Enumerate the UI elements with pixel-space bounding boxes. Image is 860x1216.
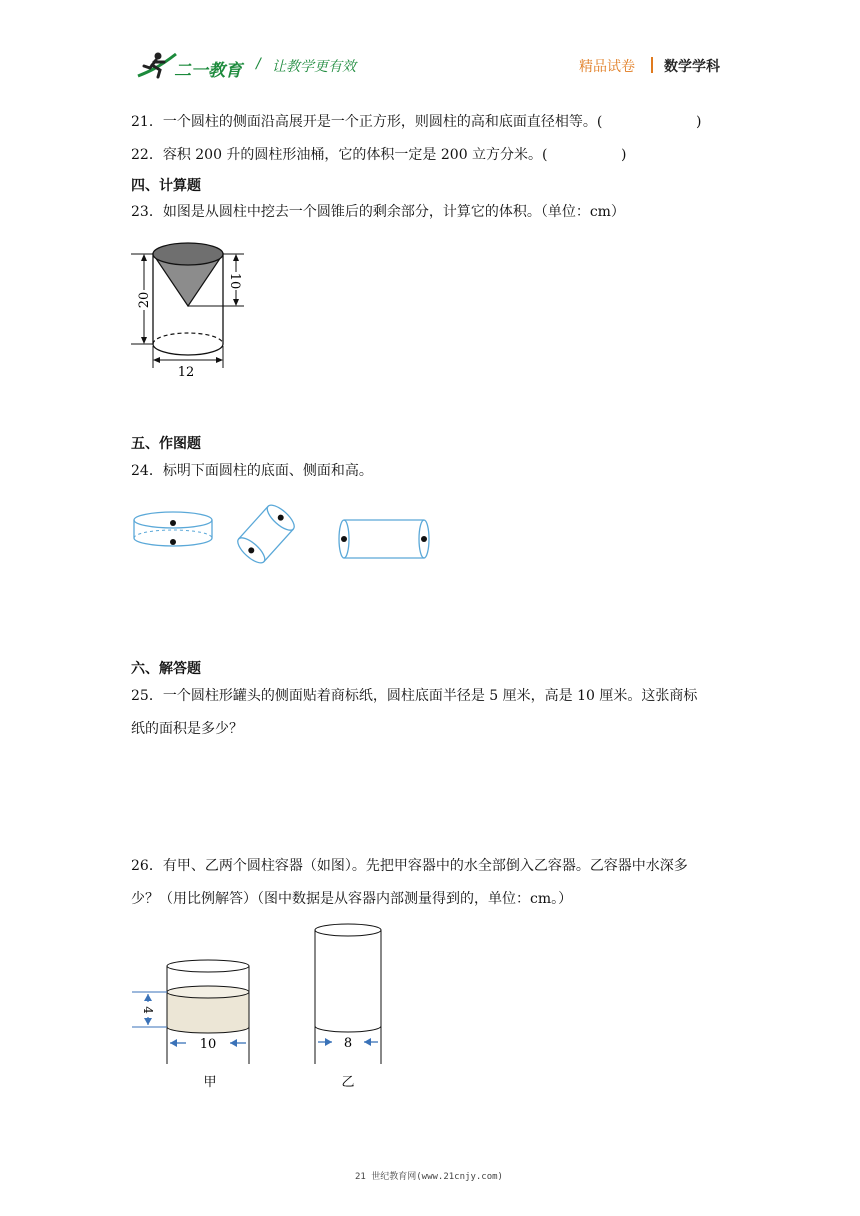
section-heading-calculation: 四、计算题 — [131, 178, 201, 194]
flat-cylinder — [134, 512, 212, 546]
question-25-line1: 25．一个圆柱形罐头的侧面贴着商标纸，圆柱底面半径是 5 厘米，高是 10 厘米。这张商标 — [131, 688, 698, 704]
header-tag-quality: 精品试卷 — [579, 59, 635, 75]
question-22-answer-paren: ) — [621, 147, 627, 163]
diameter-a-label: 10 — [199, 1037, 217, 1052]
water-depth-dimension — [132, 992, 167, 1027]
question-25-line2: 纸的面积是多少？ — [131, 721, 243, 737]
diameter-b-dimension — [318, 1036, 378, 1051]
diameter-a-dimension — [170, 1037, 246, 1052]
section-heading-drawing: 五、作图题 — [131, 436, 201, 452]
question-24: 24．标明下面圆柱的底面、侧面和高。 — [131, 463, 373, 479]
header-tag-separator — [651, 57, 653, 73]
tilted-cylinder — [234, 501, 298, 567]
cone-cavity — [153, 243, 223, 306]
question-21: 21．一个圆柱的侧面沿高展开是一个正方形，则圆柱的高和底面直径相等。( — [131, 114, 603, 130]
horizontal-cylinder — [339, 520, 429, 558]
cone-depth-label: 10 — [227, 272, 242, 290]
figure-two-containers — [126, 916, 396, 1096]
figure-three-cylinders — [126, 498, 446, 570]
height-dimension — [131, 254, 153, 344]
height-label: 20 — [137, 291, 152, 309]
container-a-label: 甲 — [203, 1075, 217, 1090]
question-23: 23．如图是从圆柱中挖去一个圆锥后的剩余部分，计算它的体积。（单位：cm） — [131, 204, 625, 220]
diameter-b-label: 8 — [343, 1036, 353, 1051]
question-26-line2: 少？（用比例解答）（图中数据是从容器内部测量得到的，单位：cm。） — [131, 891, 573, 907]
question-26-line1: 26．有甲、乙两个圆柱容器（如图）。先把甲容器中的水全部倒入乙容器。乙容器中水深多 — [131, 858, 688, 874]
container-b-label: 乙 — [341, 1075, 355, 1090]
page-footer: 21 世纪教育网(www.21cnjy.com) — [355, 1172, 503, 1182]
header-slogan: 让教学更有效 — [272, 59, 356, 75]
figure-cylinder-cone — [126, 232, 256, 382]
question-21-answer-paren: ) — [696, 114, 702, 130]
header-divider: / — [256, 56, 261, 72]
water-depth-label: 4 — [141, 1006, 155, 1014]
section-heading-answers: 六、解答题 — [131, 661, 201, 677]
logo-text: 二一教育 — [174, 61, 242, 81]
question-22: 22．容积 200 升的圆柱形油桶，它的体积一定是 200 立方分米。( — [131, 147, 548, 163]
header-tag-subject: 数学学科 — [664, 59, 720, 75]
diameter-label: 12 — [177, 365, 195, 380]
diameter-dimension — [153, 346, 223, 380]
logo — [136, 50, 246, 80]
